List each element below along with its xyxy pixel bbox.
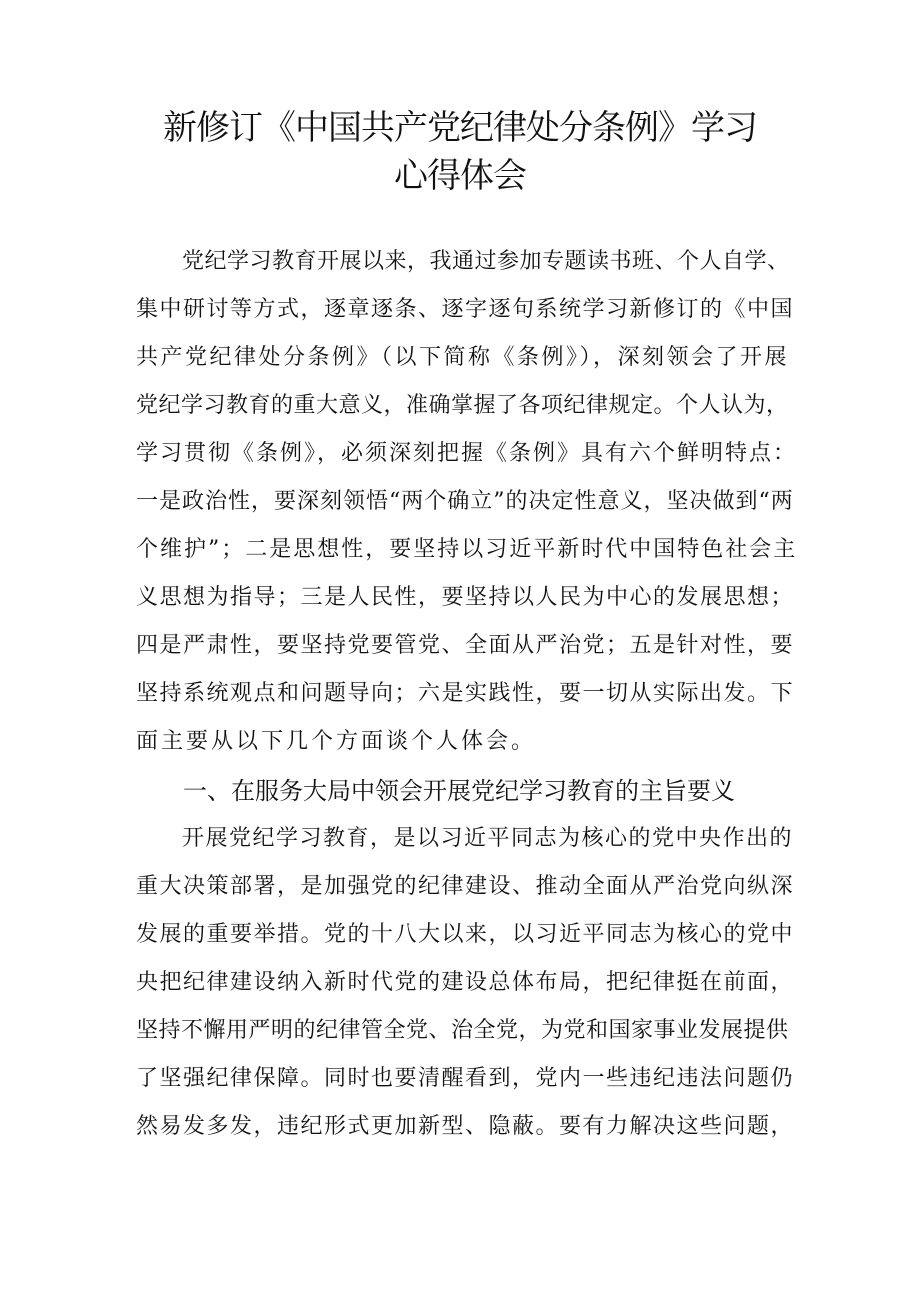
paragraph-line: 学习贯彻《条例》，必须深刻把握《条例》具有六个鲜明特点： bbox=[136, 441, 798, 466]
paragraph-line: 央把纪律建设纳入新时代党的建设总体布局，把纪律挺在前面， bbox=[136, 970, 795, 995]
paragraph-line: 然易发多发，违纪形式更加新型、隐蔽。要有力解决这些问题， bbox=[136, 1114, 795, 1139]
paragraph-line: 开展党纪学习教育，是以习近平同志为核心的党中央作出的 bbox=[182, 826, 794, 851]
paragraph-line: 个维护”；二是思想性，要坚持以习近平新时代中国特色社会主 bbox=[136, 537, 798, 562]
paragraph-line: 党纪学习教育开展以来，我通过参加专题读书班、个人自学、 bbox=[182, 249, 790, 274]
paragraph-line: 重大决策部署，是加强党的纪律建设、推动全面从严治党向纵深 bbox=[136, 874, 795, 899]
section-heading-1: 一、在服务大局中领会开展党纪学习教育的主旨要义 bbox=[183, 777, 735, 805]
paragraph-section-1 bbox=[136, 815, 796, 1151]
paragraph-line: 坚持系统观点和问题导向；六是实践性，要一切从实际出发。下 bbox=[136, 681, 795, 706]
paragraph-line: 党纪学习教育的重大意义，准确掌握了各项纪律规定。个人认为， bbox=[136, 393, 789, 418]
paragraph-line: 四是严肃性，要坚持党要管党、全面从严治党；五是针对性，要 bbox=[136, 633, 795, 658]
paragraph-line: 义思想为指导；三是人民性，要坚持以人民为中心的发展思想； bbox=[136, 585, 795, 610]
paragraph-intro bbox=[136, 238, 796, 766]
document-title-line-2: 心得体会 bbox=[394, 156, 526, 196]
paragraph-line: 坚持不懈用严明的纪律管全党、治全党，为党和国家事业发展提供 bbox=[136, 1018, 789, 1043]
paragraph-line: 共产党纪律处分条例》（以下简称《条例》），深刻领会了开展 bbox=[136, 345, 790, 370]
paragraph-line: 发展的重要举措。党的十八大以来，以习近平同志为核心的党中 bbox=[136, 922, 795, 947]
paragraph-line: 集中研讨等方式，逐章逐条、逐字逐句系统学习新修订的《中国 bbox=[136, 297, 795, 322]
paragraph-line: 面主要从以下几个方面谈个人体会。 bbox=[136, 729, 537, 754]
paragraph-line: 一是政治性，要深刻领悟“两个确立”的决定性意义，坚决做到“两 bbox=[136, 489, 794, 514]
paragraph-line: 了坚强纪律保障。同时也要清醒看到，党内一些违纪违法问题仍 bbox=[136, 1066, 795, 1091]
document-title-line-1: 新修订《中国共产党纪律处分条例》学习 bbox=[163, 108, 757, 148]
